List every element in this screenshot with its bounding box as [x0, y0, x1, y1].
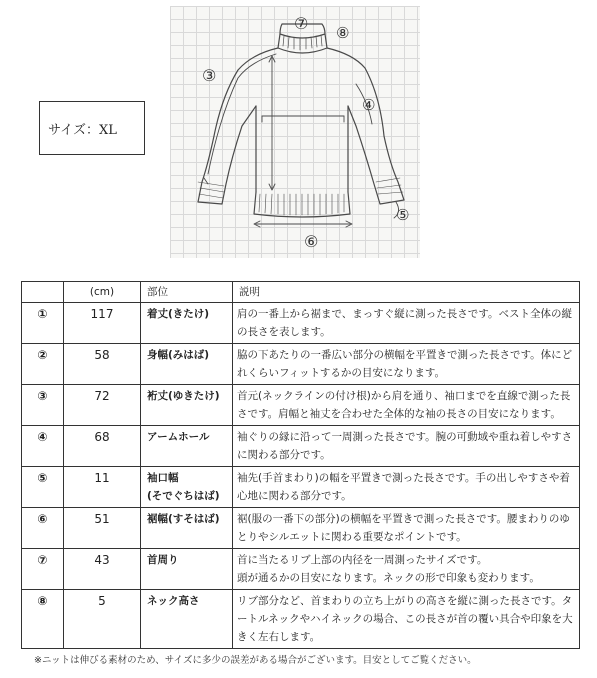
- row-number: ②: [22, 344, 64, 385]
- row-part-name: 裄丈(ゆきたけ): [141, 385, 233, 426]
- table-row: [22, 385, 580, 426]
- row-number: ⑤: [22, 467, 64, 508]
- marker-6: ⑥: [304, 232, 319, 251]
- table-body: [22, 303, 580, 649]
- row-part-name: 袖口幅 (そでぐちはば): [141, 467, 233, 508]
- row-description: 袖先(手首まわり)の幅を平置きで測った長さです。手の出しやすさや着心地に関わる部分です。: [233, 467, 580, 508]
- row-measurement: 58: [64, 344, 141, 385]
- row-number: ④: [22, 426, 64, 467]
- table-row: [22, 426, 580, 467]
- row-part-name: 首周り: [141, 549, 233, 590]
- header-part: 部位: [141, 282, 233, 303]
- row-part-name: 裾幅(すそはば): [141, 508, 233, 549]
- row-number: ⑦: [22, 549, 64, 590]
- marker-7: ⑦: [294, 14, 309, 33]
- row-measurement: 43: [64, 549, 141, 590]
- row-measurement: 5: [64, 590, 141, 649]
- footnote: ※ニットは伸びる素材のため、サイズに多少の誤差がある場合がございます。目安としてご覧ください。: [34, 655, 477, 666]
- row-part-name: 身幅(みはば): [141, 344, 233, 385]
- row-number: ③: [22, 385, 64, 426]
- header-num: [22, 282, 64, 303]
- row-description: 袖ぐりの縁に沿って一周測った長さです。腕の可動域や重ね着しやすさに関わる部分です。: [233, 426, 580, 467]
- row-number: ⑧: [22, 590, 64, 649]
- table-row: [22, 467, 580, 508]
- size-label: サイズ：XL: [39, 101, 145, 155]
- header-desc: 説明: [233, 282, 580, 303]
- row-description: 脇の下あたりの一番広い部分の横幅を平置きで測った長さです。体にどれくらいフィットするかの目安になります。: [233, 344, 580, 385]
- row-part-name: 着丈(きたけ): [141, 303, 233, 344]
- table-header-row: [22, 282, 580, 303]
- marker-8: ⑧: [336, 24, 350, 42]
- table-row: [22, 344, 580, 385]
- row-description: 首に当たるリブ上部の内径を一周測ったサイズです。 頭が通るかの目安になります。ネックの形で印象も変わります。: [233, 549, 580, 590]
- table-row: [22, 590, 580, 649]
- marker-5: ⑤: [396, 206, 410, 224]
- row-measurement: 117: [64, 303, 141, 344]
- row-part-name: ネック高さ: [141, 590, 233, 649]
- table-row: [22, 508, 580, 549]
- row-measurement: 68: [64, 426, 141, 467]
- header-cm: (cm): [64, 282, 141, 303]
- row-description: 首元(ネックラインの付け根)から肩を通り、袖口までを直線で測った長さです。肩幅と袖丈を合わせた全体的な袖の長さの目安になります。: [233, 385, 580, 426]
- sweater-drawing: [170, 6, 420, 258]
- marker-4: ④: [362, 96, 376, 114]
- row-part-name: アームホール: [141, 426, 233, 467]
- size-spec-table: [21, 281, 580, 649]
- sweater-sketch: [170, 6, 420, 258]
- row-description: リブ部分など、首まわりの立ち上がりの高さを縦に測った長さです。タートルネックやハイネックの場合、この長さが首の覆い具合や印象を大きく左右します。: [233, 590, 580, 649]
- table-row: [22, 303, 580, 344]
- marker-3: ③: [202, 66, 217, 85]
- row-measurement: 51: [64, 508, 141, 549]
- table-row: [22, 549, 580, 590]
- row-description: 裾(服の一番下の部分)の横幅を平置きで測った長さです。腰まわりのゆとりやシルエットに関わる重要なポイントです。: [233, 508, 580, 549]
- row-description: 肩の一番上から裾まで、まっすぐ縦に測った長さです。ベスト全体の縦の長さを表します。: [233, 303, 580, 344]
- row-number: ⑥: [22, 508, 64, 549]
- row-number: ①: [22, 303, 64, 344]
- row-measurement: 11: [64, 467, 141, 508]
- row-measurement: 72: [64, 385, 141, 426]
